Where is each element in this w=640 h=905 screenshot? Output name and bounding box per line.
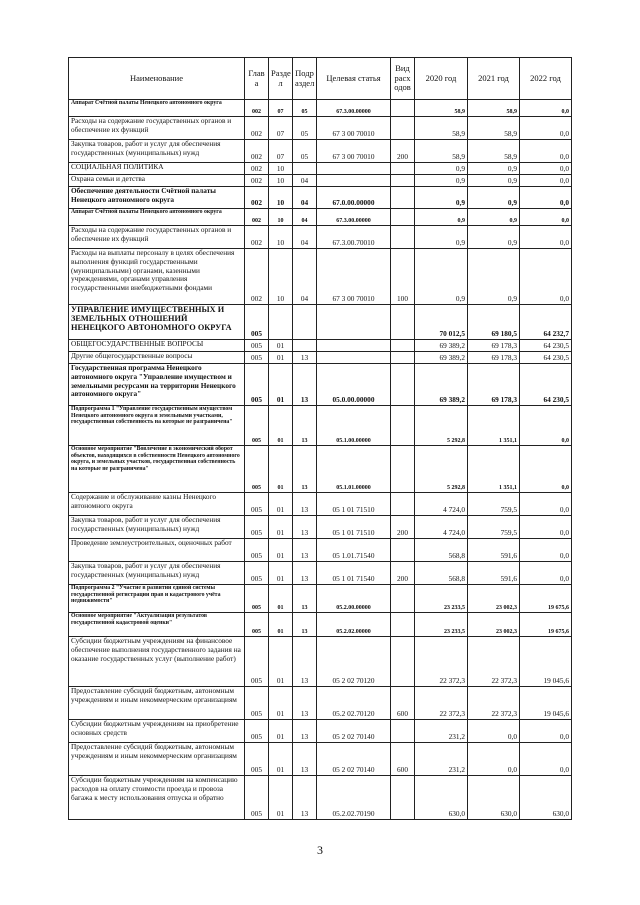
cell-chapter: 005 [245, 720, 269, 743]
cell-name: Закупка товаров, работ и услуг для обеспечения государственных (муниципальных) нужд [69, 516, 245, 539]
cell-subsection: 04 [293, 187, 317, 209]
cell-name: Закупка товаров, работ и услуг для обеспечения государственных (муниципальных) нужд [69, 562, 245, 585]
cell-year-2022: 19 045,6 [520, 687, 572, 720]
cell-year-2020: 0,9 [415, 187, 468, 209]
cell-year-2020: 23 233,5 [415, 585, 468, 613]
header-subsection: Подр аздел [293, 58, 317, 100]
cell-target-article: 67 3 00 70010 [317, 117, 391, 140]
cell-chapter: 002 [245, 140, 269, 163]
cell-year-2022: 630,0 [520, 776, 572, 820]
cell-year-2022: 0,0 [520, 516, 572, 539]
cell-subsection: 04 [293, 226, 317, 249]
cell-section: 01 [269, 687, 293, 720]
cell-section: 01 [269, 352, 293, 364]
cell-expense-type [391, 305, 415, 340]
budget-table [68, 57, 572, 820]
cell-chapter: 005 [245, 406, 269, 446]
cell-expense-type [391, 340, 415, 352]
cell-target-article: 67.3.00.70010 [317, 226, 391, 249]
table-row [69, 100, 572, 117]
cell-name: Предоставление субсидий бюджетным, автономным учреждениям и иным некоммерческим организациям [69, 687, 245, 720]
cell-year-2020: 568,8 [415, 562, 468, 585]
cell-year-2022: 0,0 [520, 539, 572, 562]
cell-target-article: 67.0.00.00000 [317, 187, 391, 209]
cell-section: 01 [269, 516, 293, 539]
cell-year-2020: 22 372,3 [415, 687, 468, 720]
cell-section: 01 [269, 613, 293, 637]
table-row [69, 249, 572, 305]
cell-section: 10 [269, 187, 293, 209]
cell-subsection: 13 [293, 687, 317, 720]
cell-year-2020: 58,9 [415, 100, 468, 117]
cell-name: Аппарат Счётной палаты Ненецкого автономного округа [69, 100, 245, 117]
cell-year-2022: 0,0 [520, 175, 572, 187]
cell-name: Закупка товаров, работ и услуг для обеспечения государственных (муниципальных) нужд [69, 140, 245, 163]
cell-expense-type: 600 [391, 687, 415, 720]
cell-year-2022: 0,0 [520, 163, 572, 175]
cell-target-article: 67.3.00.00000 [317, 100, 391, 117]
cell-section: 10 [269, 209, 293, 226]
cell-year-2021: 630,0 [468, 776, 520, 820]
cell-target-article: 05.0.00.00000 [317, 364, 391, 406]
table-row [69, 163, 572, 175]
cell-year-2020: 231,2 [415, 720, 468, 743]
cell-year-2022: 0,0 [520, 743, 572, 776]
cell-year-2021: 0,9 [468, 187, 520, 209]
cell-section: 01 [269, 743, 293, 776]
cell-chapter: 005 [245, 687, 269, 720]
header-chapter: Глав а [245, 58, 269, 100]
cell-section: 07 [269, 117, 293, 140]
cell-subsection: 13 [293, 743, 317, 776]
cell-chapter: 005 [245, 516, 269, 539]
cell-year-2020: 58,9 [415, 140, 468, 163]
cell-year-2022: 0,0 [520, 493, 572, 516]
cell-year-2020: 0,9 [415, 163, 468, 175]
cell-expense-type [391, 209, 415, 226]
cell-chapter: 005 [245, 340, 269, 352]
cell-section: 01 [269, 776, 293, 820]
cell-year-2021: 69 178,3 [468, 340, 520, 352]
cell-year-2021: 591,6 [468, 539, 520, 562]
cell-name: УПРАВЛЕНИЕ ИМУЩЕСТВЕННЫХ И ЗЕМЕЛЬНЫХ ОТНОШЕНИЙ НЕНЕЦКОГО АВТОНОМНОГО ОКРУГА [69, 305, 245, 340]
cell-expense-type [391, 364, 415, 406]
cell-year-2020: 58,9 [415, 117, 468, 140]
cell-section: 10 [269, 163, 293, 175]
cell-year-2021: 0,9 [468, 175, 520, 187]
cell-target-article: 67 3 00 70010 [317, 249, 391, 305]
table-row [69, 209, 572, 226]
table-row [69, 305, 572, 340]
cell-year-2021: 69 178,3 [468, 364, 520, 406]
cell-subsection: 13 [293, 585, 317, 613]
cell-year-2021: 1 351,1 [468, 446, 520, 493]
cell-chapter: 005 [245, 352, 269, 364]
table-row [69, 613, 572, 637]
cell-year-2020: 69 389,2 [415, 352, 468, 364]
cell-subsection [293, 163, 317, 175]
table-row [69, 539, 572, 562]
cell-expense-type [391, 406, 415, 446]
cell-chapter: 005 [245, 613, 269, 637]
cell-section: 01 [269, 340, 293, 352]
table-row [69, 743, 572, 776]
cell-expense-type [391, 585, 415, 613]
header-name: Наименование [69, 58, 245, 100]
cell-chapter: 002 [245, 249, 269, 305]
cell-expense-type [391, 352, 415, 364]
cell-target-article [317, 340, 391, 352]
cell-year-2020: 568,8 [415, 539, 468, 562]
cell-expense-type: 200 [391, 140, 415, 163]
cell-year-2022: 0,0 [520, 446, 572, 493]
cell-section: 01 [269, 364, 293, 406]
cell-target-article [317, 305, 391, 340]
cell-subsection: 13 [293, 352, 317, 364]
cell-subsection: 13 [293, 562, 317, 585]
cell-section: 01 [269, 562, 293, 585]
cell-section: 01 [269, 406, 293, 446]
cell-year-2021: 58,9 [468, 140, 520, 163]
cell-expense-type: 600 [391, 743, 415, 776]
cell-section: 01 [269, 720, 293, 743]
cell-name: Расходы на выплаты персоналу в целях обеспечения выполнения функций государственными (муниципальными) органами, казенными учреждениями, органами управления государственными внебюджетными фондами [69, 249, 245, 305]
cell-subsection: 13 [293, 493, 317, 516]
table-row [69, 175, 572, 187]
cell-subsection: 13 [293, 516, 317, 539]
cell-subsection: 13 [293, 637, 317, 687]
cell-year-2021: 58,9 [468, 100, 520, 117]
cell-year-2022: 64 230,5 [520, 364, 572, 406]
cell-year-2022: 19 675,6 [520, 613, 572, 637]
cell-target-article: 05 2 02 70120 [317, 637, 391, 687]
cell-chapter: 005 [245, 539, 269, 562]
cell-name: Подпрограмма 1 "Управление государственным имуществом Ненецкого автономного округа и земельными участками, государственная собственность на которые не разграничена" [69, 406, 245, 446]
cell-name: Расходы на содержание государственных органов и обеспечение их функций [69, 117, 245, 140]
cell-name: Расходы на содержание государственных органов и обеспечение их функций [69, 226, 245, 249]
cell-name: Субсидии бюджетным учреждениям на компенсацию расходов на оплату стоимости проезда и провоза багажа к месту использования отпуска и обратно [69, 776, 245, 820]
cell-year-2021: 0,9 [468, 249, 520, 305]
cell-name: Основное мероприятие "Актуализация результатов государственной кадастровой оценки" [69, 613, 245, 637]
cell-section: 07 [269, 100, 293, 117]
cell-section: 07 [269, 140, 293, 163]
table-row [69, 117, 572, 140]
cell-section [269, 305, 293, 340]
cell-subsection: 13 [293, 406, 317, 446]
cell-year-2022: 0,0 [520, 209, 572, 226]
cell-subsection: 13 [293, 539, 317, 562]
table-body [69, 100, 572, 820]
cell-expense-type [391, 539, 415, 562]
cell-subsection: 04 [293, 175, 317, 187]
cell-year-2021: 69 178,3 [468, 352, 520, 364]
cell-chapter: 005 [245, 743, 269, 776]
table-row [69, 585, 572, 613]
cell-chapter: 005 [245, 637, 269, 687]
cell-target-article: 67.3.00.00000 [317, 209, 391, 226]
cell-name: Аппарат Счётной палаты Ненецкого автономного округа [69, 209, 245, 226]
cell-year-2022: 0,0 [520, 187, 572, 209]
cell-year-2021: 69 180,5 [468, 305, 520, 340]
header-year-2020: 2020 год [415, 58, 468, 100]
table-header-row [69, 58, 572, 100]
table-row [69, 687, 572, 720]
cell-name: Обеспечение деятельности Счётной палаты Ненецкого автономного округа [69, 187, 245, 209]
cell-target-article: 05.2.02.70190 [317, 776, 391, 820]
cell-year-2022: 0,0 [520, 249, 572, 305]
header-section: Разде л [269, 58, 293, 100]
cell-name: Подпрограмма 2 "Участие в развитии единой системы государственной регистрации прав и кадастрового учёта недвижимости" [69, 585, 245, 613]
page-number: 3 [317, 843, 323, 857]
cell-chapter: 005 [245, 493, 269, 516]
cell-name: Охрана семьи и детства [69, 175, 245, 187]
cell-expense-type [391, 187, 415, 209]
cell-year-2021: 0,9 [468, 209, 520, 226]
cell-year-2021: 23 002,3 [468, 585, 520, 613]
cell-year-2020: 0,9 [415, 209, 468, 226]
cell-expense-type [391, 446, 415, 493]
cell-expense-type: 100 [391, 249, 415, 305]
cell-year-2020: 23 233,5 [415, 613, 468, 637]
cell-year-2021: 591,6 [468, 562, 520, 585]
cell-chapter: 005 [245, 562, 269, 585]
cell-year-2022: 19 045,6 [520, 637, 572, 687]
cell-target-article: 05.2 02.70120 [317, 687, 391, 720]
table-row [69, 516, 572, 539]
cell-subsection: 13 [293, 776, 317, 820]
cell-year-2021: 0,9 [468, 226, 520, 249]
cell-year-2022: 64 232,7 [520, 305, 572, 340]
cell-section: 01 [269, 585, 293, 613]
cell-expense-type [391, 100, 415, 117]
cell-subsection: 05 [293, 140, 317, 163]
cell-year-2020: 4 724,0 [415, 516, 468, 539]
cell-chapter: 005 [245, 585, 269, 613]
cell-subsection: 04 [293, 209, 317, 226]
table-row [69, 340, 572, 352]
cell-target-article: 05 1.01.71540 [317, 539, 391, 562]
cell-expense-type: 200 [391, 516, 415, 539]
cell-chapter: 005 [245, 446, 269, 493]
cell-expense-type [391, 163, 415, 175]
table-row [69, 637, 572, 687]
cell-target-article: 05.2.00.00000 [317, 585, 391, 613]
cell-section: 10 [269, 226, 293, 249]
cell-name: Государственная программа Ненецкого автономного округа "Управление имуществом и земельными ресурсами на территории Ненецкого автономного округа" [69, 364, 245, 406]
table-row [69, 406, 572, 446]
cell-expense-type [391, 720, 415, 743]
cell-year-2022: 64 230,5 [520, 352, 572, 364]
cell-section: 10 [269, 249, 293, 305]
cell-target-article: 05.1.01.00000 [317, 446, 391, 493]
cell-year-2020: 4 724,0 [415, 493, 468, 516]
cell-chapter: 002 [245, 187, 269, 209]
cell-target-article: 05 1 01 71510 [317, 493, 391, 516]
cell-year-2022: 0,0 [520, 100, 572, 117]
cell-chapter: 002 [245, 100, 269, 117]
cell-target-article [317, 352, 391, 364]
cell-subsection: 13 [293, 720, 317, 743]
table-row [69, 562, 572, 585]
header-target-article: Целевая статья [317, 58, 391, 100]
cell-chapter: 005 [245, 305, 269, 340]
cell-section: 01 [269, 446, 293, 493]
cell-year-2020: 231,2 [415, 743, 468, 776]
cell-expense-type [391, 175, 415, 187]
header-year-2021: 2021 год [468, 58, 520, 100]
cell-name: ОБЩЕГОСУДАРСТВЕННЫЕ ВОПРОСЫ [69, 340, 245, 352]
cell-expense-type [391, 226, 415, 249]
cell-year-2021: 0,0 [468, 720, 520, 743]
cell-name: Проведение землеустроительных, оценочных работ [69, 539, 245, 562]
cell-year-2022: 0,0 [520, 226, 572, 249]
cell-expense-type: 200 [391, 562, 415, 585]
cell-year-2022: 64 230,5 [520, 340, 572, 352]
cell-chapter: 002 [245, 209, 269, 226]
cell-subsection: 13 [293, 613, 317, 637]
cell-chapter: 002 [245, 117, 269, 140]
table-row [69, 140, 572, 163]
cell-year-2021: 0,0 [468, 743, 520, 776]
cell-target-article: 05 2 02 70140 [317, 720, 391, 743]
cell-chapter: 005 [245, 364, 269, 406]
cell-subsection [293, 305, 317, 340]
cell-year-2020: 69 389,2 [415, 340, 468, 352]
cell-year-2020: 0,9 [415, 249, 468, 305]
cell-expense-type [391, 117, 415, 140]
cell-chapter: 002 [245, 175, 269, 187]
header-expense-type: Вид расх одов [391, 58, 415, 100]
cell-expense-type [391, 493, 415, 516]
cell-year-2022: 0,0 [520, 720, 572, 743]
cell-chapter: 002 [245, 226, 269, 249]
cell-section: 01 [269, 493, 293, 516]
table-row [69, 352, 572, 364]
table-row [69, 226, 572, 249]
cell-year-2021: 58,9 [468, 117, 520, 140]
cell-target-article: 05.2.02.00000 [317, 613, 391, 637]
cell-target-article [317, 175, 391, 187]
cell-section: 01 [269, 637, 293, 687]
cell-target-article: 05 2 02 70140 [317, 743, 391, 776]
cell-target-article: 67 3 00 70010 [317, 140, 391, 163]
cell-subsection: 13 [293, 446, 317, 493]
cell-year-2020: 5 292,8 [415, 406, 468, 446]
cell-expense-type [391, 776, 415, 820]
header-year-2022: 2022 год [520, 58, 572, 100]
cell-year-2020: 630,0 [415, 776, 468, 820]
cell-year-2021: 0,9 [468, 163, 520, 175]
table-row [69, 776, 572, 820]
cell-name: Субсидии бюджетным учреждениям на приобретение основных средств [69, 720, 245, 743]
cell-name: Субсидии бюджетным учреждениям на финансовое обеспечение выполнения государственного задания на оказание государственных услуг (выполнение работ) [69, 637, 245, 687]
cell-year-2022: 19 675,6 [520, 585, 572, 613]
cell-year-2021: 23 002,3 [468, 613, 520, 637]
table-row [69, 446, 572, 493]
cell-subsection [293, 340, 317, 352]
cell-year-2020: 70 012,5 [415, 305, 468, 340]
cell-year-2021: 1 351,1 [468, 406, 520, 446]
budget-table-container [68, 57, 571, 820]
cell-subsection: 13 [293, 364, 317, 406]
cell-year-2021: 759,5 [468, 493, 520, 516]
cell-name: Предоставление субсидий бюджетным, автономным учреждениям и иным некоммерческим организациям [69, 743, 245, 776]
cell-name: СОЦИАЛЬНАЯ ПОЛИТИКА [69, 163, 245, 175]
cell-name: Содержание и обслуживание казны Ненецкого автономного округа [69, 493, 245, 516]
cell-name: Другие общегосударственные вопросы [69, 352, 245, 364]
cell-section: 10 [269, 175, 293, 187]
cell-subsection: 05 [293, 100, 317, 117]
cell-target-article: 05.1.00.00000 [317, 406, 391, 446]
cell-year-2021: 22 372,3 [468, 637, 520, 687]
cell-year-2021: 22 372,3 [468, 687, 520, 720]
table-row [69, 187, 572, 209]
table-row [69, 364, 572, 406]
cell-year-2022: 0,0 [520, 140, 572, 163]
cell-year-2020: 0,9 [415, 175, 468, 187]
cell-chapter: 002 [245, 163, 269, 175]
cell-chapter: 005 [245, 776, 269, 820]
cell-expense-type [391, 637, 415, 687]
cell-name: Основное мероприятие "Вовлечение в экономический оборот объектов, находящихся в собственности Ненецкого автономного округа, и земельных участков, государственная собственность на которые не разграничена" [69, 446, 245, 493]
cell-year-2022: 0,0 [520, 562, 572, 585]
cell-year-2020: 0,9 [415, 226, 468, 249]
cell-subsection: 04 [293, 249, 317, 305]
cell-target-article: 05 1 01 71510 [317, 516, 391, 539]
cell-section: 01 [269, 539, 293, 562]
cell-target-article [317, 163, 391, 175]
table-row [69, 720, 572, 743]
cell-subsection: 05 [293, 117, 317, 140]
cell-expense-type [391, 613, 415, 637]
table-row [69, 493, 572, 516]
cell-year-2020: 69 389,2 [415, 364, 468, 406]
cell-target-article: 05 1 01 71540 [317, 562, 391, 585]
cell-year-2020: 22 372,3 [415, 637, 468, 687]
cell-year-2022: 0,0 [520, 406, 572, 446]
cell-year-2021: 759,5 [468, 516, 520, 539]
cell-year-2022: 0,0 [520, 117, 572, 140]
cell-year-2020: 5 292,8 [415, 446, 468, 493]
